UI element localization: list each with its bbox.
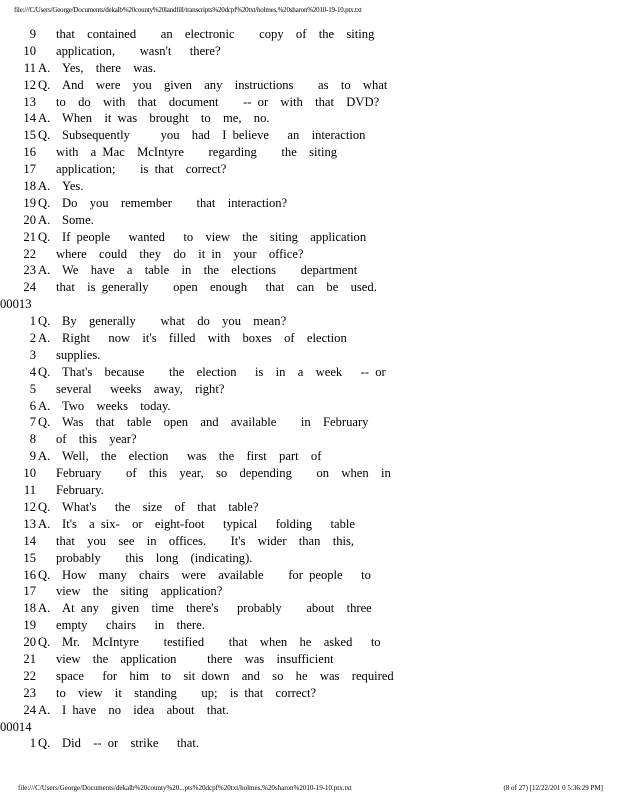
- transcript-line: [12, 414, 612, 431]
- page-number-text: 00014: [0, 719, 32, 734]
- line-number: 6: [29, 398, 36, 413]
- line-number: 13: [23, 516, 36, 531]
- line-text: of this year?: [56, 432, 137, 447]
- transcript-line: [12, 279, 612, 296]
- line-text: supplies.: [56, 347, 101, 362]
- line-text: It's a six- or eight-foot typical folding table: [62, 516, 355, 531]
- transcript-line: [12, 617, 612, 634]
- line-text: By generally what do you mean?: [62, 314, 287, 329]
- line-text: view the application there was insufficient: [56, 651, 334, 666]
- line-text: And were you given any instructions as to what: [62, 77, 388, 92]
- file-path-header: file:///C/Users/George/Documents/dekalb%20county%20landfill/transcripts%20dcpf%20txt/holmes,%20sharon%2010-19-10.ptx.txt: [14, 6, 362, 14]
- transcript-line: [12, 313, 612, 330]
- transcript-line: [12, 431, 612, 448]
- line-number: 11: [23, 60, 36, 75]
- page-number-marker: [0, 719, 612, 736]
- line-text: Well, the election was the first part of: [62, 449, 322, 464]
- transcript-line: [12, 583, 612, 600]
- transcript-line: [12, 330, 612, 347]
- transcript-line: [12, 702, 612, 719]
- line-text: We have a table in the elections department: [62, 263, 358, 278]
- line-number: 16: [23, 567, 36, 582]
- transcript-line: [12, 499, 612, 516]
- line-number: 9: [29, 449, 36, 464]
- line-number: 5: [29, 381, 36, 396]
- line-number: 21: [23, 229, 36, 244]
- line-number: 3: [29, 347, 36, 362]
- line-text: Did -- or strike that.: [62, 736, 199, 751]
- line-text: probably this long (indicating).: [56, 550, 253, 565]
- line-text: Some.: [62, 212, 94, 227]
- speaker-marker: Q.: [38, 229, 51, 244]
- speaker-marker: Q.: [38, 195, 51, 210]
- transcript-line: [12, 381, 612, 398]
- line-number: 12: [23, 77, 36, 92]
- line-text: several weeks away, right?: [56, 381, 225, 396]
- line-number: 4: [29, 364, 36, 379]
- transcript-line: [12, 448, 612, 465]
- speaker-marker: Q.: [38, 77, 51, 92]
- line-text: application, wasn't there?: [56, 43, 221, 58]
- line-number: 17: [23, 584, 36, 599]
- footer-page-info: (8 of 27) [12/22/201 0 5:36:29 PM]: [503, 784, 603, 792]
- line-text: At any given time there's probably about three: [62, 601, 372, 616]
- transcript-line: [12, 212, 612, 229]
- speaker-marker: A.: [38, 601, 51, 616]
- line-number: 9: [29, 27, 36, 41]
- transcript-line: [12, 685, 612, 702]
- transcript-line: [12, 246, 612, 263]
- line-number: 14: [23, 111, 36, 126]
- line-text: that contained an electronic copy of the siting: [56, 27, 375, 41]
- line-number: 16: [23, 145, 36, 160]
- line-number: 1: [29, 314, 36, 329]
- line-text: February of this year, so depending on when in: [56, 466, 391, 481]
- line-text: Yes, there was.: [62, 60, 156, 75]
- line-text: empty chairs in there.: [56, 618, 205, 633]
- speaker-marker: A.: [38, 398, 51, 413]
- line-number: 18: [23, 179, 36, 194]
- line-number: 15: [23, 128, 36, 143]
- line-number: 23: [23, 685, 36, 700]
- line-number: 1: [29, 736, 36, 751]
- transcript-line: [12, 77, 612, 94]
- transcript-line: [12, 550, 612, 567]
- line-number: 12: [23, 499, 36, 514]
- line-text: Was that table open and available in February: [62, 415, 369, 430]
- line-text: What's the size of that table?: [62, 499, 259, 514]
- line-number: 17: [23, 162, 36, 177]
- line-number: 22: [23, 246, 36, 261]
- speaker-marker: A.: [38, 111, 51, 126]
- line-number: 21: [23, 651, 36, 666]
- transcript-line: [12, 347, 612, 364]
- line-number: 20: [23, 212, 36, 227]
- transcript-line: [12, 651, 612, 668]
- line-number: 2: [29, 331, 36, 346]
- transcript-line: [12, 465, 612, 482]
- line-text: If people wanted to view the siting application: [62, 229, 367, 244]
- line-number: 23: [23, 263, 36, 278]
- line-text: February.: [56, 483, 104, 498]
- line-number: 22: [23, 668, 36, 683]
- line-number: 20: [23, 635, 36, 650]
- transcript-line: [12, 735, 612, 752]
- speaker-marker: A.: [38, 60, 51, 75]
- line-number: 15: [23, 550, 36, 565]
- line-text: Do you remember that interaction?: [62, 195, 288, 210]
- speaker-marker: A.: [38, 263, 51, 278]
- transcript-line: [12, 161, 612, 178]
- line-text: that is generally open enough that can be used.: [56, 280, 377, 295]
- line-number: 24: [23, 702, 36, 717]
- transcript-line: [12, 533, 612, 550]
- line-text: I have no idea about that.: [62, 702, 229, 717]
- transcript-line: [12, 364, 612, 381]
- line-number: 10: [23, 43, 36, 58]
- speaker-marker: A.: [38, 179, 51, 194]
- speaker-marker: Q.: [38, 314, 51, 329]
- line-text: view the siting application?: [56, 584, 223, 599]
- speaker-marker: A.: [38, 449, 51, 464]
- transcript-line: [12, 482, 612, 499]
- line-text: that you see in offices. It's wider than this,: [56, 533, 355, 548]
- line-number: 13: [23, 94, 36, 109]
- speaker-marker: Q.: [38, 499, 51, 514]
- line-text: to do with that document -- or with that DVD?: [56, 94, 380, 109]
- transcript-line: [12, 398, 612, 415]
- transcript-line: [12, 26, 612, 43]
- line-number: 10: [23, 466, 36, 481]
- transcript-line: [12, 567, 612, 584]
- page-number-text: 00013: [0, 297, 32, 312]
- line-text: to view it standing up; is that correct?: [56, 685, 317, 700]
- speaker-marker: Q.: [38, 635, 51, 650]
- line-number: 19: [23, 195, 36, 210]
- speaker-marker: Q.: [38, 736, 51, 751]
- speaker-marker: Q.: [38, 567, 51, 582]
- transcript-line: [12, 262, 612, 279]
- transcript-line: [12, 110, 612, 127]
- page-number-marker: [0, 296, 612, 313]
- speaker-marker: A.: [38, 516, 51, 531]
- line-number: 8: [29, 432, 36, 447]
- line-number: 18: [23, 601, 36, 616]
- transcript-line: [12, 195, 612, 212]
- line-text: space for him to sit down and so he was required: [56, 668, 394, 683]
- speaker-marker: A.: [38, 331, 51, 346]
- transcript-line: [12, 178, 612, 195]
- transcript-line: [12, 60, 612, 77]
- line-number: 7: [29, 415, 36, 430]
- line-text: Yes.: [62, 179, 84, 194]
- transcript-line: [12, 634, 612, 651]
- line-text: Right now it's filled with boxes of election: [62, 331, 347, 346]
- transcript-line: [12, 127, 612, 144]
- line-text: application; is that correct?: [56, 162, 227, 177]
- line-text: Subsequently you had I believe an interaction: [62, 128, 366, 143]
- speaker-marker: A.: [38, 702, 51, 717]
- transcript-line: [12, 668, 612, 685]
- line-text: with a Mac McIntyre regarding the siting: [56, 145, 338, 160]
- transcript-line: [12, 144, 612, 161]
- transcript-line: [12, 229, 612, 246]
- line-number: 19: [23, 618, 36, 633]
- line-text: where could they do it in your office?: [56, 246, 304, 261]
- line-text: How many chairs were available for people to: [62, 567, 371, 582]
- transcript-body: [0, 26, 612, 752]
- transcript-line: [12, 600, 612, 617]
- line-number: 14: [23, 533, 36, 548]
- line-number: 11: [23, 483, 36, 498]
- speaker-marker: A.: [38, 212, 51, 227]
- speaker-marker: Q.: [38, 128, 51, 143]
- line-text: That's because the election is in a week -- or: [62, 364, 386, 379]
- line-text: Mr. McIntyre testified that when he asked to: [62, 635, 381, 650]
- line-text: When it was brought to me, no.: [62, 111, 270, 126]
- speaker-marker: Q.: [38, 364, 51, 379]
- line-text: Two weeks today.: [62, 398, 171, 413]
- transcript-line: [12, 94, 612, 111]
- footer-file-path: file:///C/Users/George/Documents/dekalb%20county%20...pts%20dcpf%20txt/holmes,%20sharon%2010-19-10.ptx.txt: [18, 784, 352, 792]
- transcript-line: [12, 516, 612, 533]
- speaker-marker: Q.: [38, 415, 51, 430]
- transcript-line: [12, 43, 612, 60]
- line-number: 24: [23, 280, 36, 295]
